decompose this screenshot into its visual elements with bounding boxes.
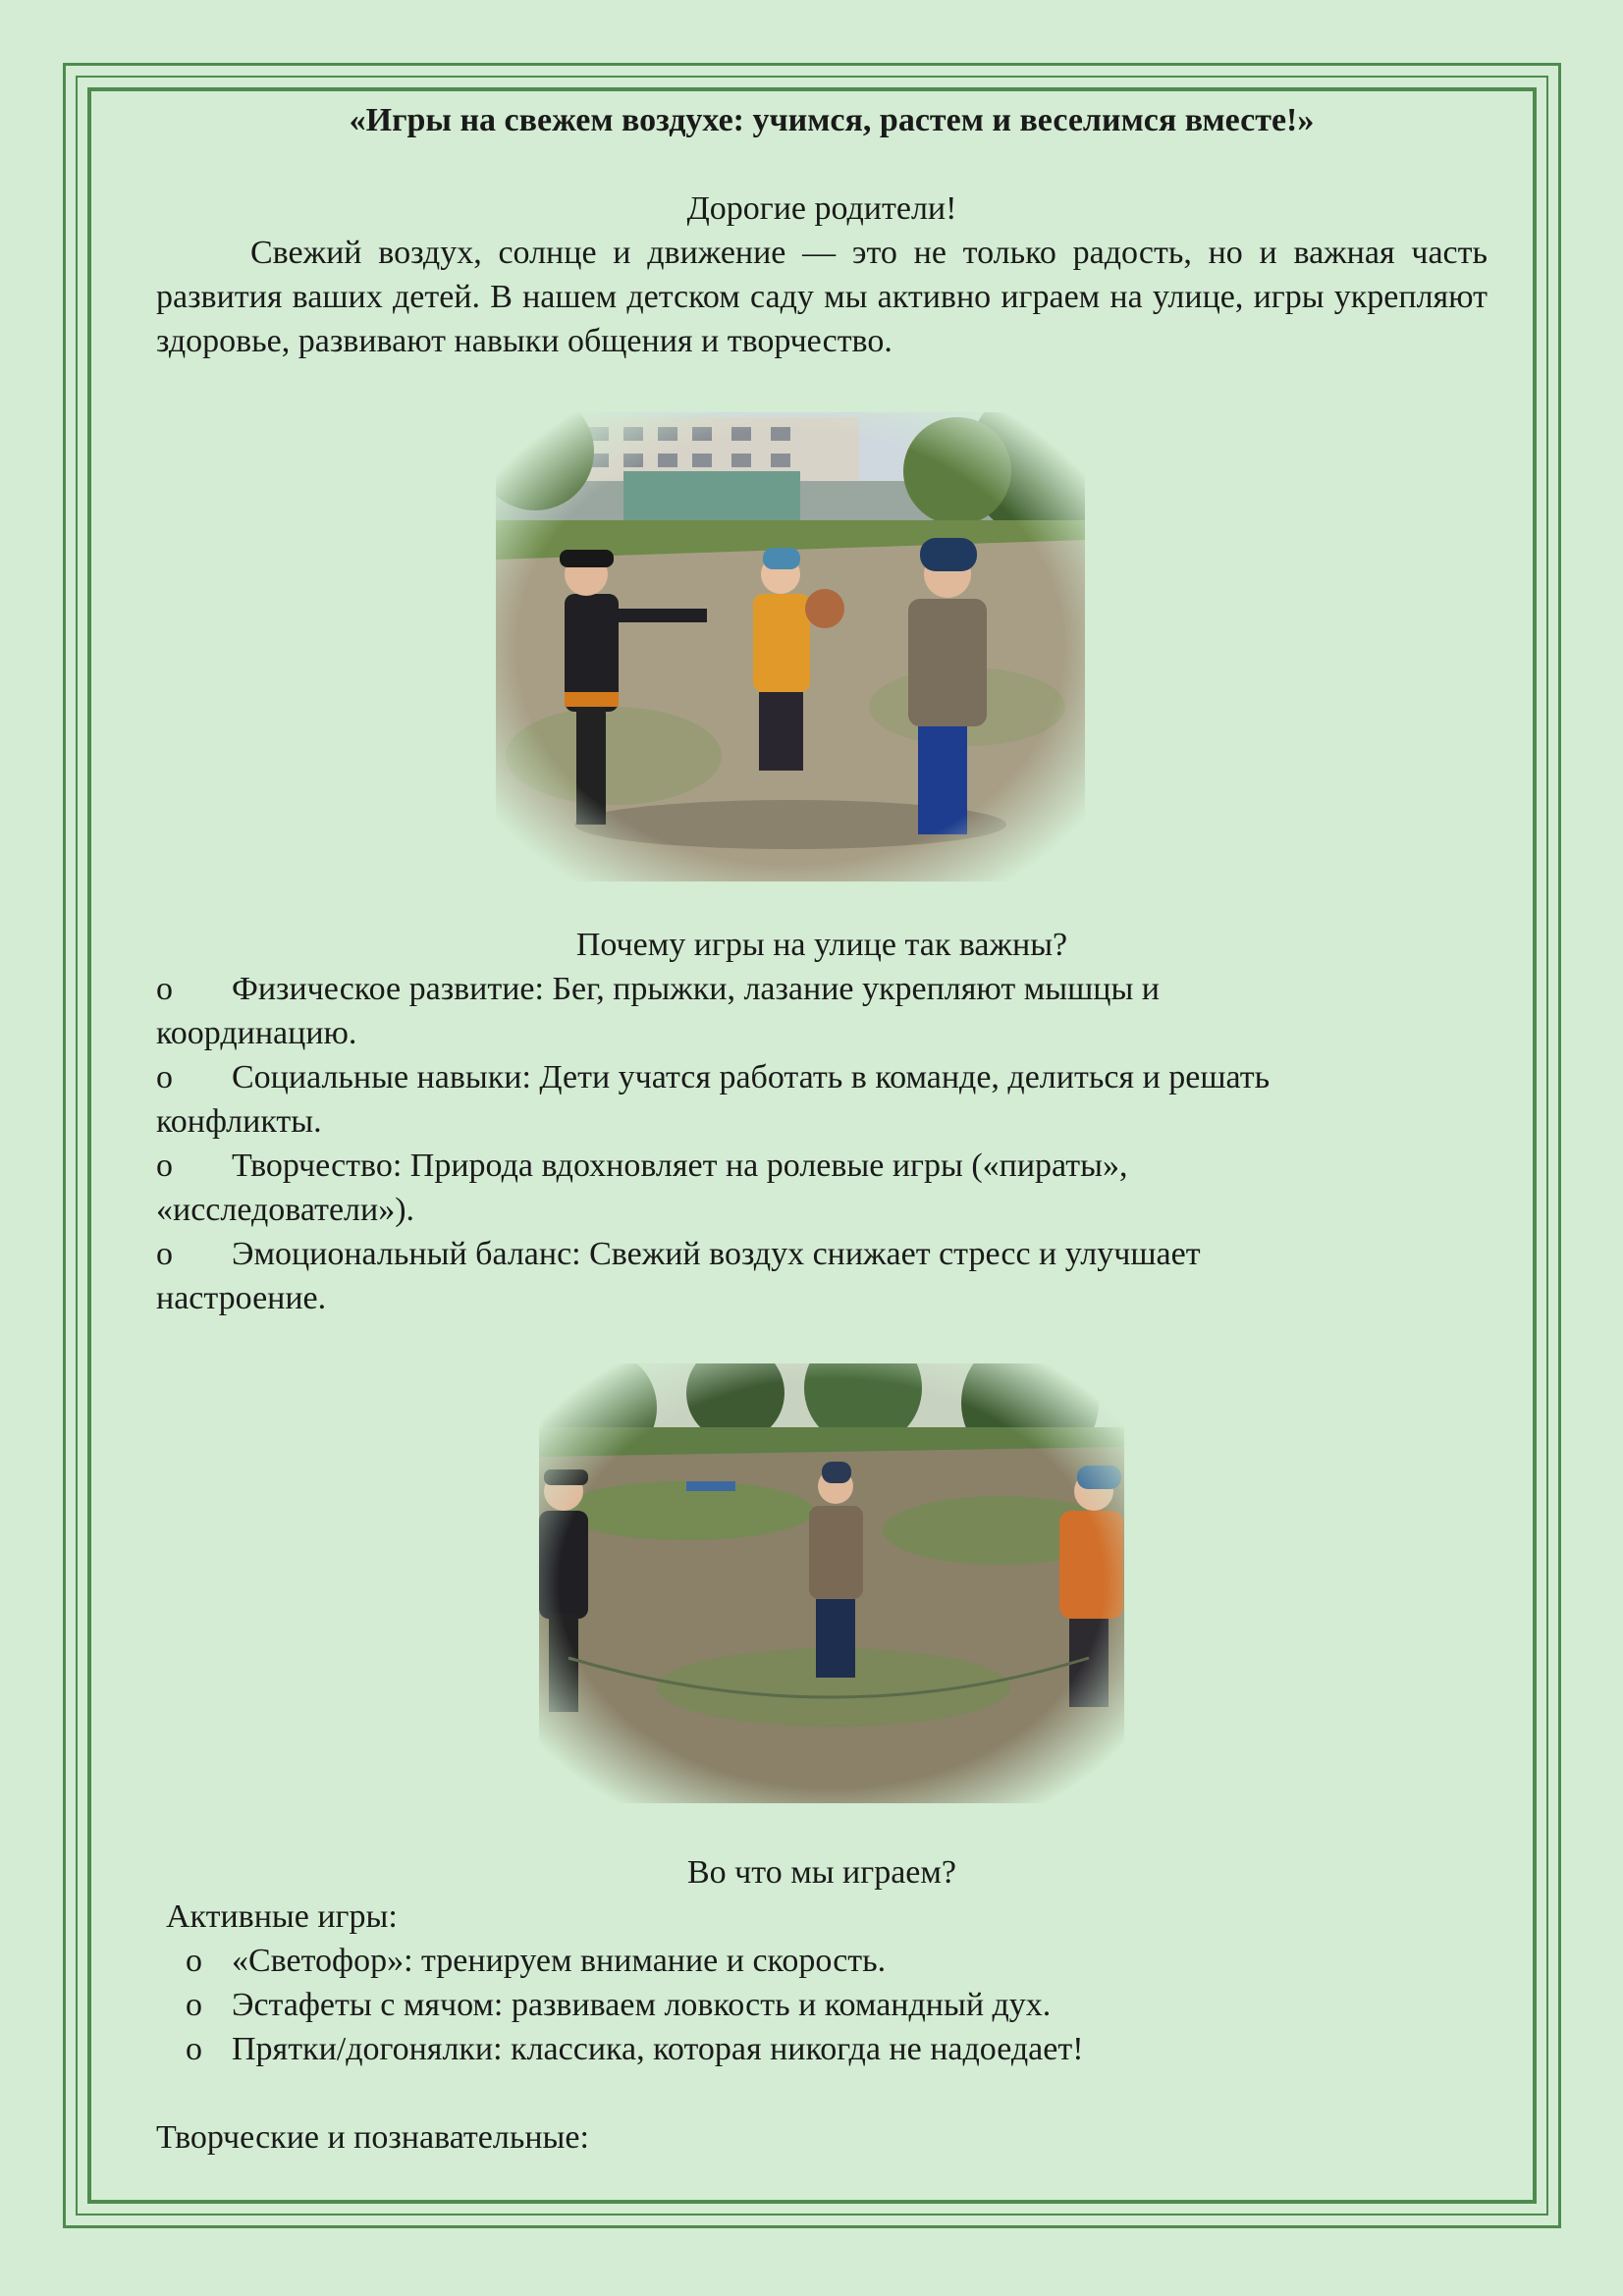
games-list bbox=[156, 1939, 1488, 2071]
document-body bbox=[156, 98, 1488, 2160]
list-item bbox=[156, 1055, 1488, 1144]
section2-heading: Во что мы играем? bbox=[687, 1854, 956, 1891]
list-item-text: «Светофор»: тренируем внимание и скорость. bbox=[232, 1943, 887, 1979]
list-item-text: Творчество: Природа вдохновляет на ролевые игры («пираты», bbox=[232, 1148, 1128, 1184]
photo-children-ball-image bbox=[496, 412, 1085, 881]
bullet-marker: o bbox=[186, 1987, 202, 2023]
photo-block-2 bbox=[156, 1320, 1488, 1850]
photo-block-1 bbox=[156, 363, 1488, 923]
bullet-marker: o bbox=[186, 1943, 202, 1979]
list-item-continuation: координацию. bbox=[156, 1015, 357, 1051]
list-item bbox=[156, 1983, 1488, 2027]
list-item-text: Эмоциональный баланс: Свежий воздух снижает стресс и улучшает bbox=[232, 1236, 1201, 1272]
bullet-marker: o bbox=[156, 1059, 173, 1095]
list-item bbox=[156, 967, 1488, 1055]
list-item-text: Физическое развитие: Бег, прыжки, лазание укрепляют мышцы и bbox=[232, 971, 1160, 1007]
list-item-continuation: конфликты. bbox=[156, 1103, 322, 1140]
list-item-text: Социальные навыки: Дети учатся работать в команде, делиться и решать bbox=[232, 1059, 1271, 1095]
intro-paragraph: Свежий воздух, солнце и движение — это не только радость, но и важная часть развития ваших детей. В нашем детском саду мы активно играем на улице, игры укрепляют здоровье, развивают навыки общения и творчество. bbox=[156, 235, 1488, 359]
benefits-list bbox=[156, 967, 1488, 1320]
list-item bbox=[156, 1232, 1488, 1320]
list-item bbox=[156, 1939, 1488, 1983]
list-item bbox=[156, 2027, 1488, 2071]
section2-subheading: Активные игры: bbox=[166, 1898, 398, 1935]
bullet-marker: o bbox=[186, 2031, 202, 2067]
photo-children-ball bbox=[496, 412, 1085, 881]
section1-heading: Почему игры на улице так важны? bbox=[575, 927, 1068, 963]
bullet-marker: o bbox=[156, 1236, 173, 1272]
list-item-continuation: настроение. bbox=[156, 1280, 327, 1316]
list-item-continuation: «исследователи»). bbox=[156, 1192, 415, 1228]
photo-children-circle-image bbox=[539, 1363, 1124, 1803]
footer-heading: Творческие и познавательные: bbox=[156, 2119, 589, 2156]
list-item-text: Эстафеты с мячом: развиваем ловкость и командный дух. bbox=[232, 1987, 1052, 2023]
greeting: Дорогие родители! bbox=[686, 190, 957, 227]
bullet-marker: o bbox=[156, 1148, 173, 1184]
page-title: «Игры на свежем воздухе: учимся, растем и веселимся вместе!» bbox=[349, 102, 1315, 138]
photo-children-circle bbox=[539, 1363, 1124, 1803]
list-item bbox=[156, 1144, 1488, 1232]
bullet-marker: o bbox=[156, 971, 173, 1007]
list-item-text: Прятки/догонялки: классика, которая никогда не надоедает! bbox=[232, 2031, 1084, 2067]
